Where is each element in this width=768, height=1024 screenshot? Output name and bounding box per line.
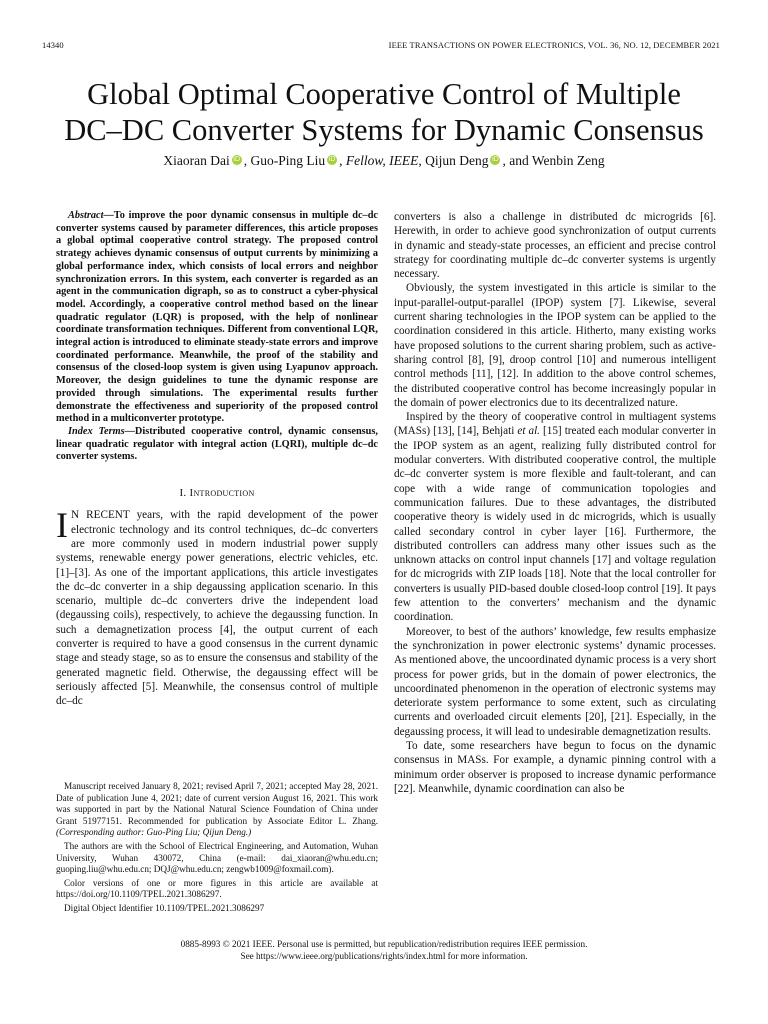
abstract-label: Abstract— <box>68 210 114 221</box>
orcid-icon[interactable]: iD <box>328 156 336 163</box>
copyright-line: 0885-8993 © 2021 IEEE. Personal use is permitted, but republication/redistribution requires IEEE permission. <box>180 939 588 949</box>
footnote-color: Color versions of one or more figures in this article are available at https://doi.org/10.1109/TPEL.2021.3086297. <box>56 877 378 900</box>
paper-title <box>0 76 768 148</box>
footnotes <box>56 781 378 917</box>
orcid-icon[interactable]: iD <box>492 156 499 163</box>
index-terms-label: Index Terms— <box>68 425 135 437</box>
body-paragraph <box>394 410 716 624</box>
right-column <box>394 210 716 796</box>
page-number: 14340 <box>42 40 64 50</box>
body-paragraph: To date, some researchers have begun to focus on the dynamic consensus in MASs. For example, a dynamic pinning control with a minimum order observer is proposed to increase dynamic performance [22]. Meanwhile, dynamic coordination can also be <box>394 739 716 795</box>
intro-paragraph <box>56 505 378 708</box>
author-2-role: Fellow, IEEE <box>345 153 419 168</box>
index-terms <box>56 426 378 464</box>
corresponding-author: (Corresponding author: Guo-Ping Liu; Qijun Deng.) <box>56 827 252 838</box>
index-terms-text: Distributed cooperative control, dynamic consensus, linear quadratic regulator with integral action (LQRI), multiple dc–dc converter systems. <box>56 425 378 463</box>
intro-text: N RECENT years, with the rapid development of the power electronic technology and its control techniques, dc–dc converters are more commonly used in modern industrial power supply systems, renewable energy power generations, electric vehicles, etc. [1]–[3]. As one of the important applications, this article investigates the dc–dc converter in a ship degaussing application scenario. In this scenario, multiple dc–dc converters drive the independent load (degaussing coils), respectively, to achieve the degaussing function. In such a demagnetization process [4], the output current of each converter is required to have a good consensus in the current dynamic stage and steady stage, so as to ensure the consensus and stability of the generated magnetic field. Otherwise, the degaussing effect will be seriously affected [5]. Meanwhile, the consensus control of multiple dc–dc <box>56 509 378 708</box>
body-text: Inspired by the theory of cooperative control in multiagent systems (MASs) [13], [14], Behjati <box>394 411 716 438</box>
section-number: I. <box>179 487 187 500</box>
author-4: and Wenbin Zeng <box>509 153 605 168</box>
drop-cap: I <box>56 505 68 546</box>
copyright-footer <box>0 939 768 962</box>
rights-link[interactable]: See https://www.ieee.org/publications/rights/index.html for more information. <box>240 950 528 961</box>
footnote-doi: Digital Object Identifier 10.1109/TPEL.2021.3086297 <box>64 902 265 913</box>
journal-header: IEEE TRANSACTIONS ON POWER ELECTRONICS, VOL. 36, NO. 12, DECEMBER 2021 <box>388 40 720 50</box>
footnote-manuscript <box>56 781 378 839</box>
section-title: Introduction <box>189 487 255 500</box>
body-paragraph: Moreover, to best of the authors’ knowledge, few results emphasize the synchronization in power electronic systems’ dynamic processes. As mentioned above, the uncoordinated dynamic process is a very short process for power grids, but in the domain of power electronics, the uncoordinated phenomenon in the operation of electronic systems may deteriorate system performance to some extent, such as circulating currents and overloaded circuit elements [20], [21]. Especially, in the degaussing process, it will lead to undesirable demagnetization results. <box>394 625 716 738</box>
body-paragraph: converters is also a challenge in distributed dc microgrids [6]. Herewith, in order to achieve good synchronization of output currents in dynamic and steady-state processes, an efficient and precise control strategy for coordinating multiple dc–dc converter systems is urgently necessary. <box>394 211 716 281</box>
body-text: [15] treated each modular converter in the IPOP system as an agent, realizing fully distributed control for modular converters. With distributed cooperative control, the multiple dc–dc converter system is more flexible and fault-tolerant, and can cope with a wide range of communication topologies and communication failures. Due to these advantages, the distributed cooperative theory is widely used in dc microgrids, which is usually called secondary control in cyber layer [16]. Furthermore, the distributed controllers can address many other issues such as the unknown attacks on control input channels [17] and voltage regulation for dc microgrids with ZIP loads [18]. Note that the local controller for converters is usually PID-based double closed-loop control [19]. It pays few attention to the converters’ mechanism and the dynamic coordination. <box>394 425 716 624</box>
author-list: Xiaoran Dai iD , Guo-Ping Liu iD , Fellow, IEEE, Qijun Deng iD , and Wenbin Zeng <box>163 153 605 168</box>
abstract-text: To improve the poor dynamic consensus in multiple dc–dc converter systems caused by parameter differences, this article proposes a global optimal cooperative control strategy. The proposed control strategy achieves dynamic consensus of output currents by minimizing a global performance index, which consists of local errors and neighbor synchronization errors. In this system, each converter is regarded as an agent in the communication digraph, so as to construct a cyber-physical model. Accordingly, a cooperative control method based on the linear quadratic regulator (LQR) is proposed, with the help of nonlinear coordinate transformation techniques. Different from conventional LQR, integral action is introduced to eliminate steady-state errors and improve coordinated performance. Meanwhile, the proof of the stability and consensus of the closed-loop system is given using Lyapunov approach. Moreover, the design guidelines to tune the dynamic response are provided through simulations. The experimental results further demonstrate the effectiveness and superiority of the proposed control method in a multiconverter prototype. <box>56 210 378 425</box>
footnote-manuscript-text: Manuscript received January 8, 2021; revised April 7, 2021; accepted May 28, 2021. Date of publication June 4, 2021; date of current version August 16, 2021. This work was supported in part by the National Natural Science Foundation of China under Grant 51977151. Recommended for publication by Associate Editor L. Zhang. <box>56 781 378 826</box>
author-1: Xiaoran Dai <box>163 153 230 168</box>
left-column <box>56 210 378 709</box>
section-heading <box>56 486 378 500</box>
footnote-affiliation: The authors are with the School of Electrical Engineering, and Automation, Wuhan University, Wuhan 430072, China (e-mail: dai_xiaoran@whu.edu.cn; guoping.liu@whu.edu.cn; DQJ@whu.edu.cn; zengwb1009@foxmail.com). <box>56 840 378 875</box>
title-line-1: Global Optimal Cooperative Control of Multiple <box>87 77 681 111</box>
author-2: Guo-Ping Liu <box>250 153 326 168</box>
author-3: Qijun Deng <box>425 153 489 168</box>
abstract <box>56 210 378 426</box>
orcid-icon[interactable]: iD <box>233 156 241 163</box>
title-line-2: DC–DC Converter Systems for Dynamic Consensus <box>64 113 704 147</box>
body-italic: et al. <box>517 425 540 438</box>
body-paragraph: Obviously, the system investigated in this article is similar to the input-parallel-output-parallel (IPOP) system [7]. Likewise, several current sharing technologies in the IPOP system can be applied to the coordination considered in this article. Hitherto, many existing works have proposed solutions to the current sharing problem, such as active-sharing control [8], [9], droop control [10] and numerous intelligent control methods [11], [12]. In addition to the above control schemes, the distributed cooperative control has become increasingly popular in the domain of power electronics due to its decentralized nature. <box>394 282 716 409</box>
